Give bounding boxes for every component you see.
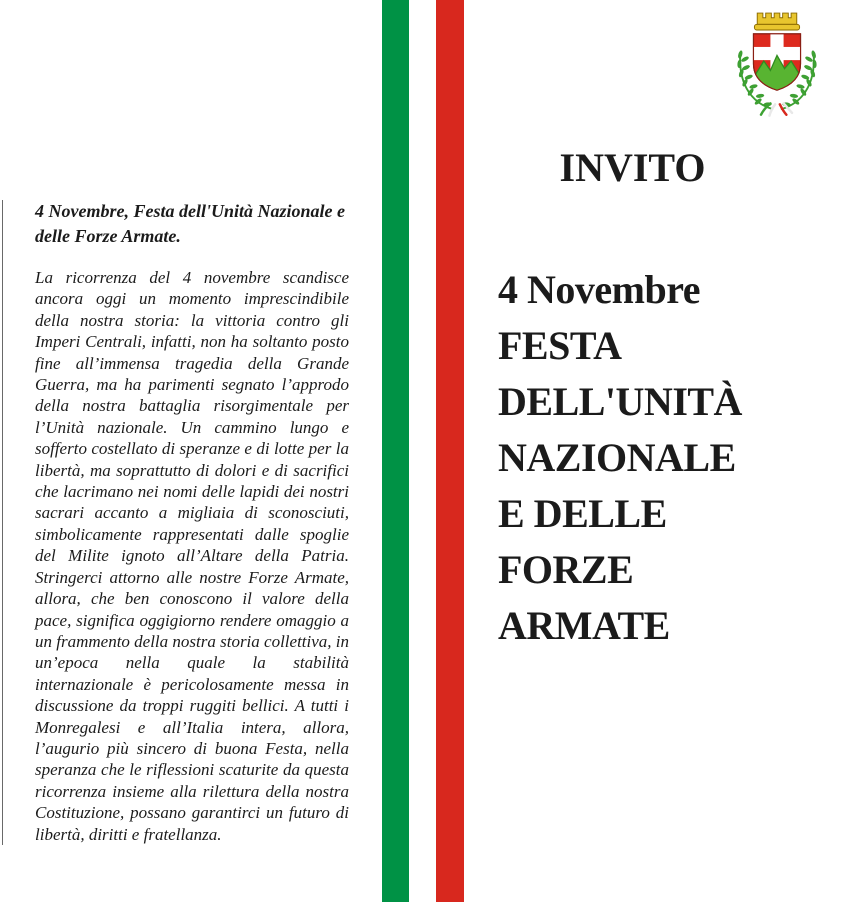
event-title-line: E DELLE [498, 491, 667, 536]
mural-crown-icon [754, 13, 799, 30]
flag-stripe-red [436, 0, 464, 902]
left-column [35, 199, 349, 845]
left-body-text: La ricorrenza del 4 novembre scandisce ancora oggi un momento imprescindibile della nostra storia: la vittoria contro gli Imperi Centrali, infatti, non ha soltanto posto fine all’immensa tragedia della Grande Guerra, ma ha parimenti segnato l’approdo della nostra battaglia risorgimentale per l’Unità nazionale. Un cammino lungo e sofferto costellato di speranze e di lotte per la libertà, ma soprattutto di dolori e di sacrifici che lacrimano nei nomi delle lapidi dei nostri sacrari accanto a migliaia di sconosciuti, simbolicamente rappresentati dalle spoglie del Milite ignoto all’Altare della Patria. Stringerci attorno alle nostre Forze Armate, allora, che ben conoscono il valore della pace, significa oggigiorno rendere omaggio a un frammento della nostra storia collettiva, in un’epoca nella quale la stabilità internazionale è pericolosamente messa in discussione da troppi ruggiti bellici. A tutti i Monregalesi e all’Italia intera, allora, l’augurio più sincero di buona Festa, nella speranza che le riflessioni scaturite da questa ricorrenza insieme alla rilettura della nostra Costituzione, possano garantirci un futuro di libertà, diritti e fratellanza. [35, 268, 350, 844]
event-title-line: FESTA [498, 323, 622, 368]
event-title [498, 262, 798, 654]
event-title-line: DELL'UNITÀ [498, 379, 742, 424]
shield-icon [752, 34, 803, 92]
left-heading: 4 Novembre, Festa dell'Unità Nazionale e delle Forze Armate. [35, 201, 345, 246]
event-title-line: 4 Novembre [498, 267, 700, 312]
flag-stripe-green [382, 0, 409, 902]
flag-stripe-white [409, 0, 436, 902]
event-title-line: ARMATE [498, 603, 670, 648]
event-title-line: NAZIONALE [498, 435, 736, 480]
text-frame-border [2, 200, 3, 845]
coat-of-arms-icon [729, 4, 825, 120]
invito-title: INVITO [559, 145, 706, 190]
event-title-line: FORZE [498, 547, 634, 592]
